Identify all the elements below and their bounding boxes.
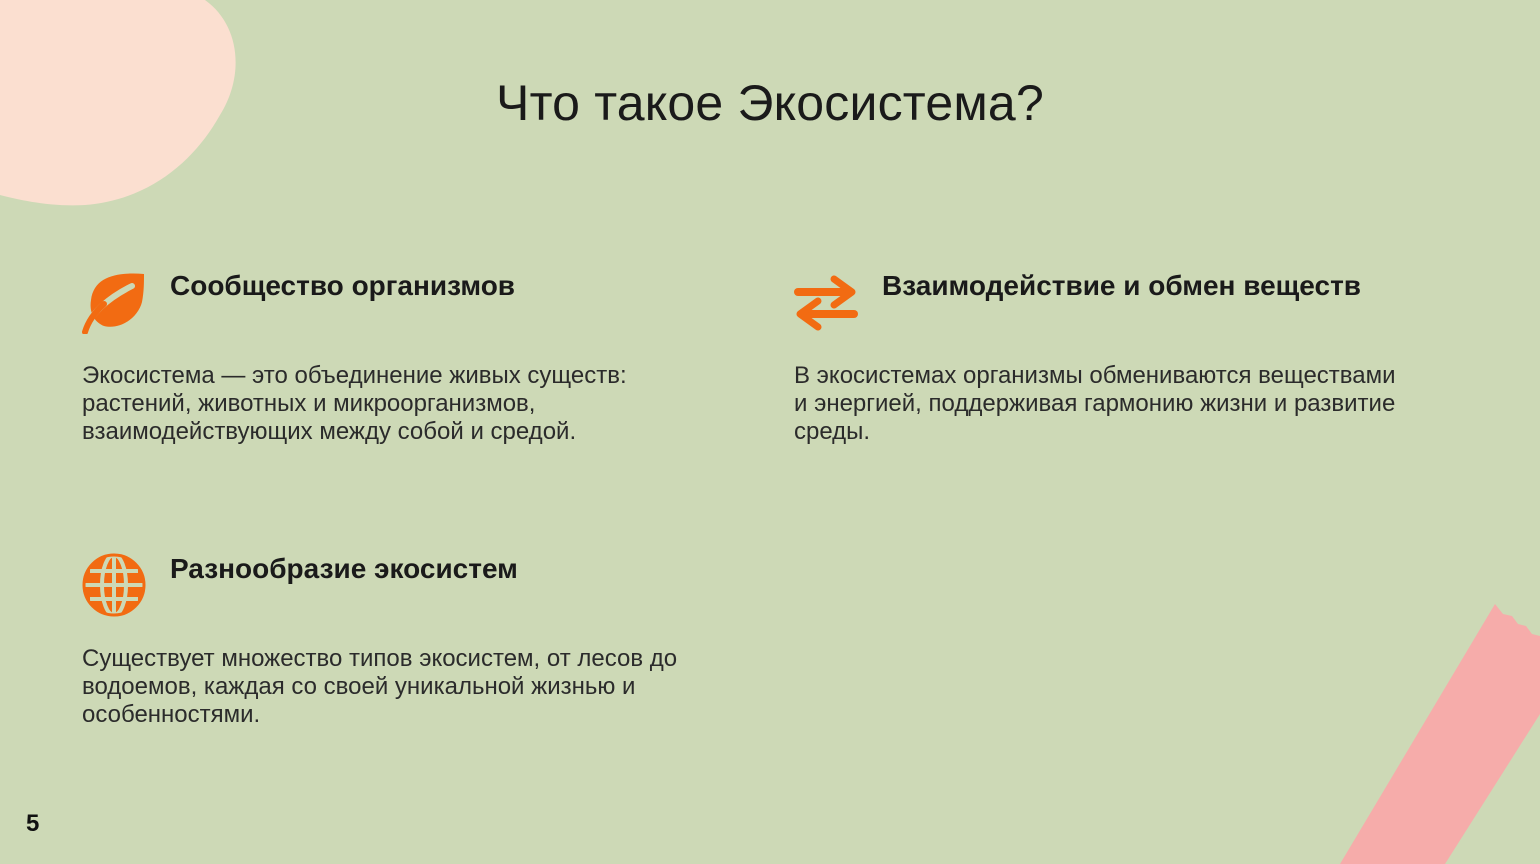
block-heading: Разнообразие экосистем [170,553,518,584]
block-text-line: особенностями. [82,701,261,728]
block-heading: Сообщество организмов [170,270,516,301]
page-number: 5 [26,810,40,837]
decorative-stripe-shape [1340,604,1540,864]
block-text [82,362,742,446]
block-text-line: Экосистема — это объединение живых существ: [82,362,627,389]
block-text-line: растений, животных и микроорганизмов, [82,390,536,417]
block-text-line: и энергией, поддерживая гармонию жизни и развитие [794,390,1396,417]
block-text-line: водоемов, каждая со своей уникальной жизнью и [82,673,636,700]
exchange-arrows-icon [794,270,858,334]
block-text [794,362,1454,446]
block-text-line: В экосистемах организмы обмениваются веществами [794,362,1396,389]
block-text [82,645,742,729]
leaf-icon [82,270,146,334]
block-heading: Взаимодействие и обмен веществ [882,270,1361,301]
block-text-line: Существует множество типов экосистем, от лесов до [82,645,678,672]
block-text-line: среды. [794,418,871,445]
block-text-line: взаимодействующих между собой и средой. [82,418,577,445]
globe-icon [82,553,146,617]
slide-title: Что такое Экосистема? [496,75,1044,131]
